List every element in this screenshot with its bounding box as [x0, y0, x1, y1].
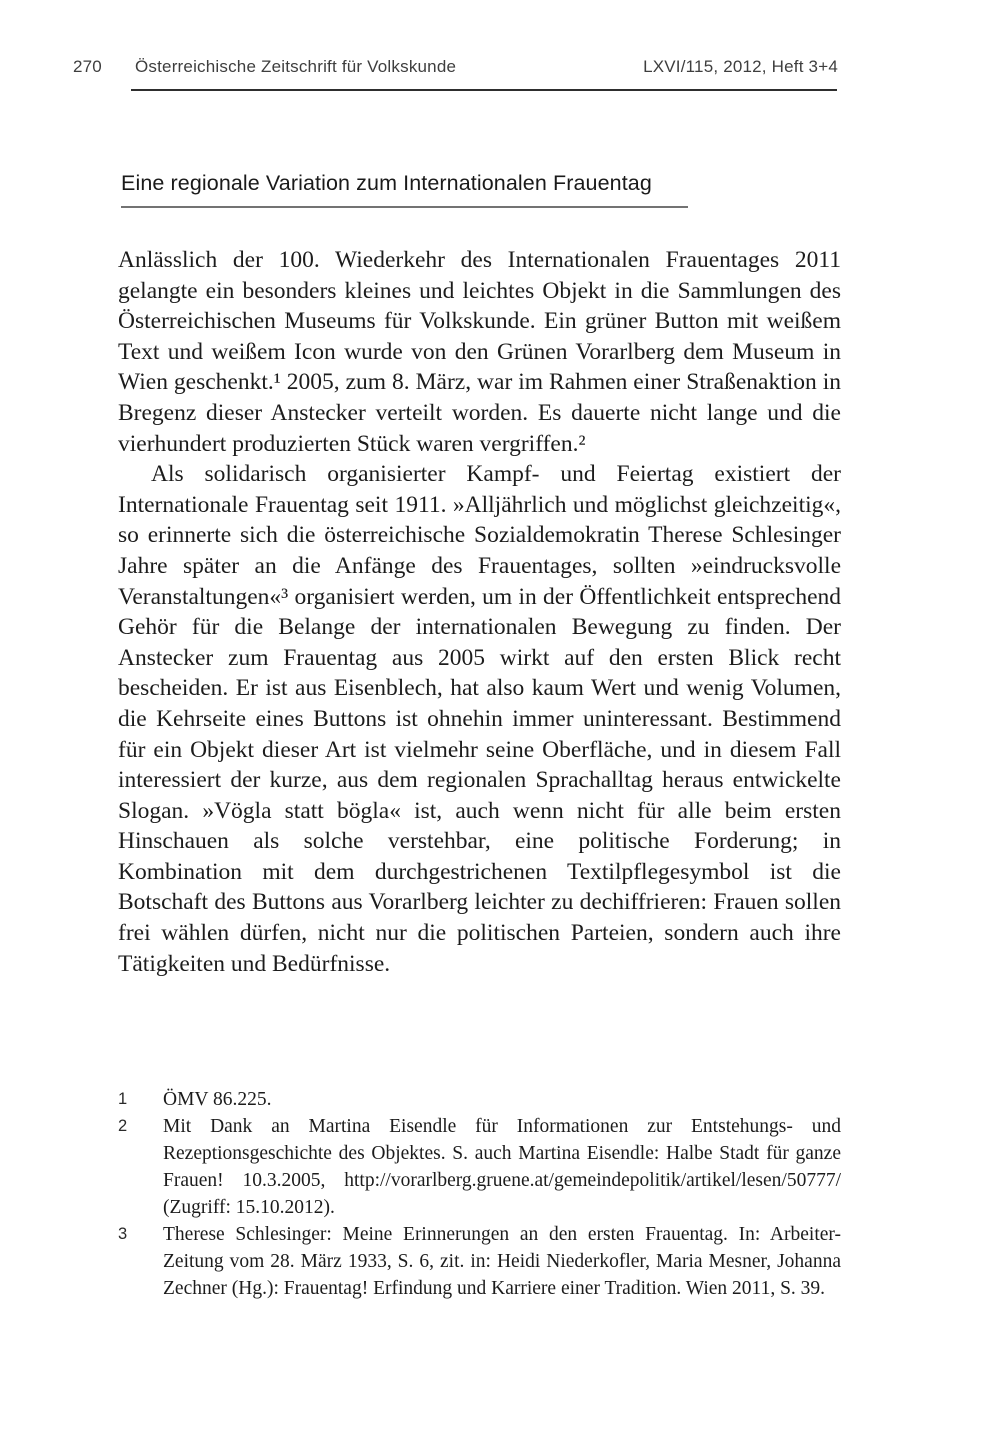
footnote-2-number: 2: [118, 1117, 128, 1135]
footnote-2-text: Mit Dank an Martina Eisendle für Informationen zur Entstehungs- und Rezeptionsgeschichte des Objektes. S. auch Martina Eisendle: Halbe Stadt für ganze Frauen! 10.3.2005, http://vorarlberg.gruene.at/gemeindepolitik/artikel/lesen/50777/ (Zugriff: 15.10.2012).: [163, 1116, 841, 1218]
article-title: Eine regionale Variation zum Internationalen Frauentag: [121, 171, 652, 196]
body-paragraph-1: Anlässlich der 100. Wiederkehr des Internationalen Frauentages 2011 gelangte ein besonders kleines und leichtes Objekt in die Sammlungen des Österreichischen Museums für Volkskunde. Ein grüner Button mit weißem Text und weißem Icon wurde von den Grünen Vorarlberg dem Museum in Wien geschenkt.¹ 2005, zum 8. März, war im Rahmen einer Straßenaktion in Bregenz dieser Anstecker verteilt worden. Es dauerte nicht lange und die vierhundert produzierten Stück waren vergriffen.²: [118, 247, 841, 457]
page-number: 270: [73, 57, 102, 76]
header-rule: [131, 89, 837, 91]
footnote-2: [118, 1113, 841, 1221]
running-header-issue-info: LXVI/115, 2012, Heft 3+4: [643, 57, 838, 76]
body-paragraph-2: Als solidarisch organisierter Kampf- und Feiertag existiert der Internationale Frauentag seit 1911. »Alljährlich und möglichst gleichzeitig«, so erinnerte sich die österreichische Sozialdemokratin Therese Schlesinger Jahre später an die Anfänge des Frauentages, sollten »eindrucksvolle Veranstaltungen«³ organisiert werden, um in der Öffentlichkeit entsprechend Gehör für die Belange der internationalen Bewegung zu finden. Der Anstecker zum Frauentag aus 2005 wirkt auf den ersten Blick recht bescheiden. Er ist aus Eisenblech, hat also kaum Wert und wenig Volumen, die Kehrseite eines Buttons ist ohnehin immer uninteressant. Bestimmend für ein Objekt dieser Art ist vielmehr seine Oberfläche, und in diesem Fall interessiert der kurze, aus dem regionalen Sprachalltag heraus entwickelte Slogan. »Vögla statt bögla« ist, auch wenn nicht für alle beim ersten Hinschauen als solche verstehbar, eine politische Forderung; in Kombination mit dem durchgestrichenen Textilpflegesymbol ist die Botschaft des Buttons aus Vorarlberg leichter zu dechiffrieren: Frauen sollen frei wählen dürfen, nicht nur die politischen Parteien, sondern auch ihre Tätigkeiten und Bedürfnisse.: [118, 461, 841, 977]
footnote-1: [118, 1086, 841, 1113]
footnote-3: [118, 1221, 841, 1302]
footnote-3-number: 3: [118, 1225, 128, 1243]
article-body: [118, 245, 841, 979]
running-header-journal-title: Österreichische Zeitschrift für Volkskunde: [135, 57, 457, 76]
footnote-3-text: Therese Schlesinger: Meine Erinnerungen an den ersten Frauentag. In: Arbeiter-Zeitung vom 28. März 1933, S. 6, zit. in: Heidi Niederkofler, Maria Mesner, Johanna Zechner (Hg.): Frauentag! Erfindung und Karriere einer Tradition. Wien 2011, S. 39.: [163, 1224, 841, 1299]
footnote-1-number: 1: [118, 1090, 128, 1108]
footnote-1-text: ÖMV 86.225.: [163, 1089, 272, 1110]
title-rule: [121, 206, 688, 208]
footnotes-block: [118, 1086, 841, 1302]
